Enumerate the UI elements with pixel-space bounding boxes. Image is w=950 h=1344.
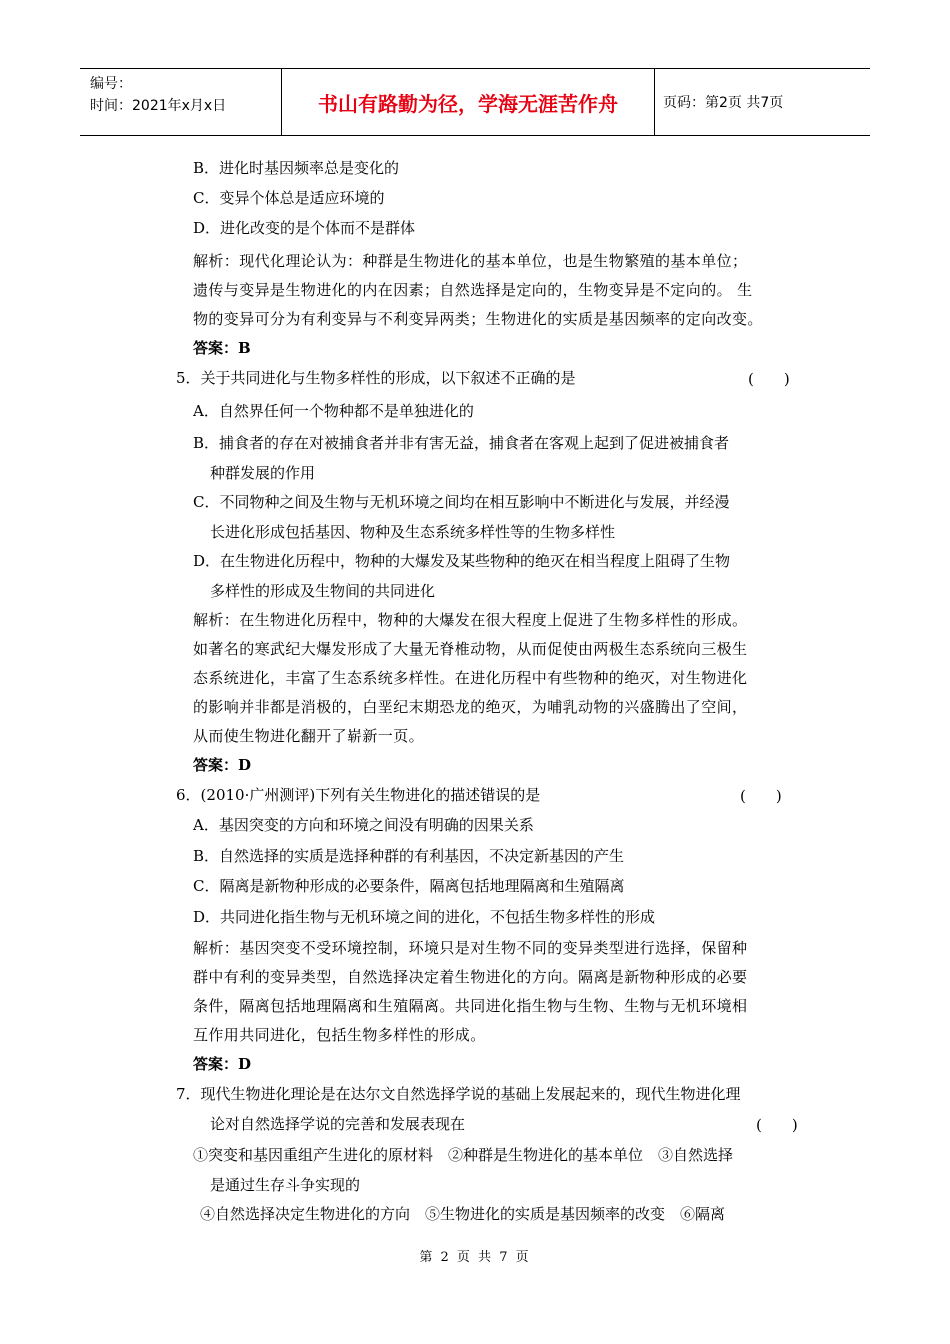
- question-line: 论对自然选择学说的完善和发展表现在: [210, 1115, 466, 1133]
- explanation-line: 解析：基因突变不受环境控制，环境只是对生物不同的变异类型进行选择，保留种: [193, 939, 748, 957]
- answer-line: 答案：D: [193, 1055, 252, 1073]
- question-5: 5．关于共同进化与生物多样性的形成，以下叙述不正确的是: [176, 369, 576, 387]
- option-line: A．自然界任何一个物种都不是单独进化的: [193, 402, 474, 420]
- answer-parens: ( ): [756, 1116, 798, 1134]
- explanation-line: 物的变异可分为有利变异与不利变异两类；生物进化的实质是基因频率的定向改变。: [193, 310, 763, 328]
- explanation-line: 群中有利的变异类型，自然选择决定着生物进化的方向。隔离是新物种形成的必要: [193, 968, 748, 986]
- explanation-line: 互作用共同进化，包括生物多样性的形成。: [193, 1026, 486, 1044]
- option-line: A．基因突变的方向和环境之间没有明确的因果关系: [193, 816, 534, 834]
- option-line: B．进化时基因频率总是变化的: [193, 159, 400, 177]
- answer-parens: ( ): [748, 370, 790, 388]
- explanation-line: 从而使生物进化翻开了崭新一页。: [193, 727, 425, 745]
- page-indicator: 页码：第2页 共7页: [663, 95, 784, 111]
- question-7: 7．现代生物进化理论是在达尔文自然选择学说的基础上发展起来的，现代生物进化理: [176, 1085, 741, 1103]
- statement-line: ①突变和基因重组产生进化的原材料 ②种群是生物进化的基本单位 ③自然选择: [193, 1146, 734, 1164]
- answer-parens: ( ): [740, 787, 782, 805]
- time-label: 时间：2021年x月x日: [90, 98, 227, 114]
- option-line: D．进化改变的是个体而不是群体: [193, 219, 416, 237]
- answer-line: 答案：D: [193, 756, 252, 774]
- header-motto: 书山有路勤为径，学海无涯苦作舟: [282, 69, 655, 135]
- explanation-line: 的影响并非都是消极的，白垩纪末期恐龙的绝灭，为哺乳动物的兴盛腾出了空间，: [193, 698, 748, 716]
- number-label: 编号：: [90, 76, 132, 92]
- explanation-line: 条件，隔离包括地理隔离和生殖隔离。共同进化指生物与生物、生物与无机环境相: [193, 997, 748, 1015]
- option-line: B．自然选择的实质是选择种群的有利基因，不决定新基因的产生: [193, 847, 625, 865]
- explanation-line: 态系统进化，丰富了生态系统多样性。在进化历程中有些物种的绝灭，对生物进化: [193, 669, 748, 687]
- statement-line: 是通过生存斗争实现的: [210, 1176, 361, 1194]
- option-line: 多样性的形成及生物间的共同进化: [210, 582, 436, 600]
- option-line: C．不同物种之间及生物与无机环境之间均在相互影响中不断进化与发展，并经漫: [193, 493, 730, 511]
- question-6: 6．(2010·广州测评)下列有关生物进化的描述错误的是: [176, 786, 541, 804]
- option-line: B．捕食者的存在对被捕食者并非有害无益，捕食者在客观上起到了促进被捕食者: [193, 434, 730, 452]
- option-line: D．共同进化指生物与无机环境之间的进化，不包括生物多样性的形成: [193, 908, 656, 926]
- page-header: [80, 68, 870, 136]
- option-line: D．在生物进化历程中，物种的大爆发及某些物种的绝灭在相当程度上阻碍了生物: [193, 552, 731, 570]
- option-line: C．隔离是新物种形成的必要条件，隔离包括地理隔离和生殖隔离: [193, 877, 625, 895]
- option-line: C．变异个体总是适应环境的: [193, 189, 385, 207]
- option-line: 种群发展的作用: [210, 464, 316, 482]
- answer-line: 答案：B: [193, 339, 251, 357]
- explanation-line: 如著名的寒武纪大爆发形成了大量无脊椎动物，从而促使由两极生态系统向三极生: [193, 640, 748, 658]
- option-line: 长进化形成包括基因、物种及生态系统多样性等的生物多样性: [210, 523, 616, 541]
- header-info: [80, 69, 282, 135]
- explanation-line: 解析：在生物进化历程中，物种的大爆发在很大程度上促进了生物多样性的形成。: [193, 611, 748, 629]
- page-footer: 第 2 页 共 7 页: [419, 1250, 531, 1265]
- statement-line: ④自然选择决定生物进化的方向 ⑤生物进化的实质是基因频率的改变 ⑥隔离: [200, 1205, 726, 1223]
- explanation-line: 解析：现代化理论认为：种群是生物进化的基本单位，也是生物繁殖的基本单位；: [193, 252, 748, 270]
- explanation-line: 遗传与变异是生物进化的内在因素；自然选择是定向的，生物变异是不定向的。 生: [193, 281, 753, 299]
